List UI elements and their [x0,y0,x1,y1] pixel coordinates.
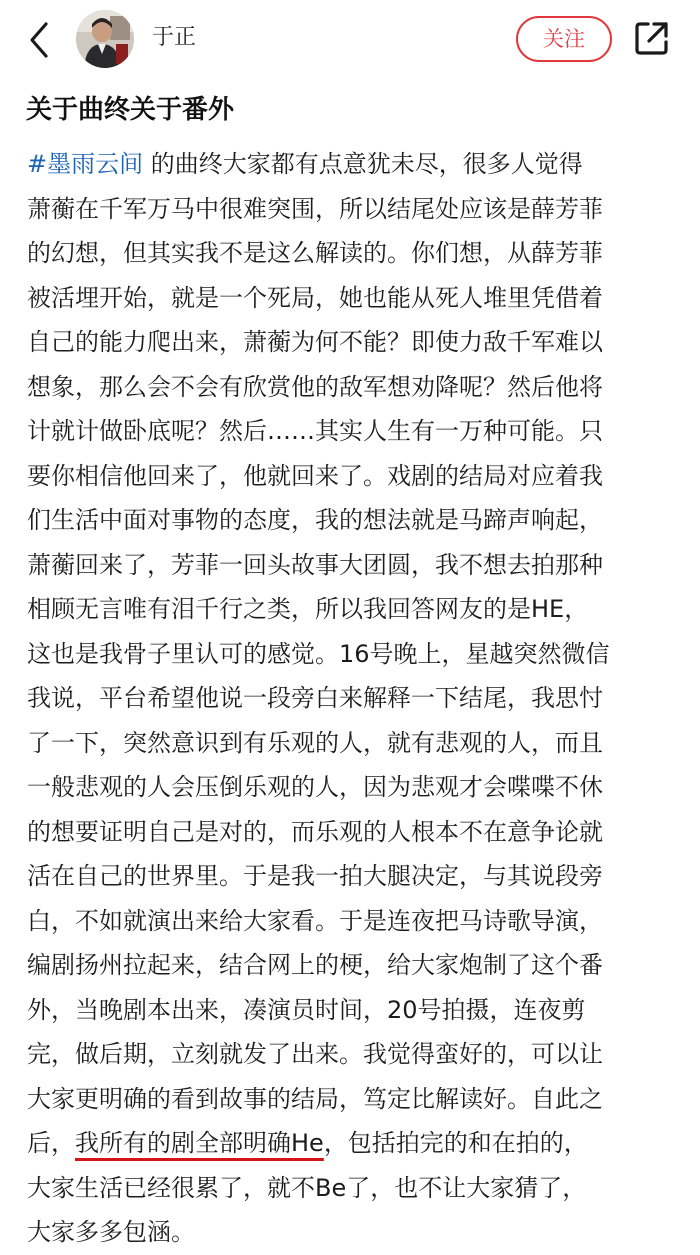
body-line: 想象，那么会不会有欣赏他的敌军想劝降呢？然后他将 [27,372,603,401]
body-line: 活在自己的世界里。于是我一拍大腿决定，与其说段旁 [27,862,603,890]
share-icon [632,18,672,58]
post-title: 关于曲终关于番外 [26,95,235,125]
avatar[interactable] [76,10,134,68]
topic-hashtag-link[interactable]: #墨雨云间 [27,150,144,178]
body-line [27,142,677,187]
body-line: 一般悲观的人会压倒乐观的人，因为悲观才会喋喋不休 [27,773,603,801]
body-line: 计就计做卧底呢？然后……其实人生有一万种可能。只 [27,417,603,445]
body-line: 这也是我骨子里认可的感觉。16号晚上，星越突然微信 [27,639,610,668]
body-text: 的曲终大家都有点意犹未尽，很多人觉得 [143,150,583,178]
body-line: 们生活中面对事物的态度，我的想法就是马蹄声响起， [27,506,603,534]
body-line: 自己的能力爬出来，萧蘅为何不能？即使力敌千军难以 [27,328,603,356]
body-text: 后， [27,1129,75,1157]
body-line: 大家多多包涵。 [27,1218,195,1246]
post-body [27,142,677,1255]
body-line: 白，不如就演出来给大家看。于是连夜把马诗歌导演， [27,906,603,935]
highlighted-statement: 我所有的剧全部明确He [75,1129,324,1157]
author-name[interactable]: 于正 [152,25,197,50]
avatar-image [76,10,134,68]
body-line: 被活埋开始，就是一个死局，她也能从死人堆里凭借着 [27,283,603,312]
body-line: 的想要证明自己是对的，而乐观的人根本不在意争论就 [27,817,603,846]
body-line: 了一下，突然意识到有乐观的人，就有悲观的人，而且 [27,728,603,757]
back-arrow-icon [20,18,60,62]
body-line [27,1121,677,1166]
body-line: 萧蘅回来了，芳菲一回头故事大团圆，我不想去拍那种 [27,550,603,579]
follow-button[interactable]: 关注 [516,16,612,62]
top-bar [0,0,700,80]
body-line: 完，做后期，立刻就发了出来。我觉得蛮好的，可以让 [27,1040,603,1068]
body-line: 相顾无言唯有泪千行之类，所以我回答网友的是HE， [27,595,589,623]
body-line: 大家更明确的看到故事的结局，笃定比解读好。自此之 [27,1084,603,1113]
body-line: 大家生活已经很累了，就不Be了，也不让大家猜了， [27,1173,587,1202]
body-line: 的幻想，但其实我不是这么解读的。你们想，从薛芳菲 [27,239,603,267]
share-button[interactable] [632,18,672,58]
back-button[interactable] [20,18,60,62]
body-line: 我说，平台希望他说一段旁白来解释一下结尾，我思忖 [27,684,603,712]
body-line: 编剧扬州拉起来，结合网上的梗，给大家炮制了这个番 [27,951,603,979]
body-line: 外，当晚剧本出来，凑演员时间，20号拍摄，连夜剪 [27,995,586,1024]
body-text: ，包括拍完的和在拍的， [323,1129,588,1157]
body-line: 要你相信他回来了，他就回来了。戏剧的结局对应着我 [27,461,603,490]
body-line: 萧蘅在千军万马中很难突围，所以结尾处应该是薛芳菲 [27,194,603,223]
